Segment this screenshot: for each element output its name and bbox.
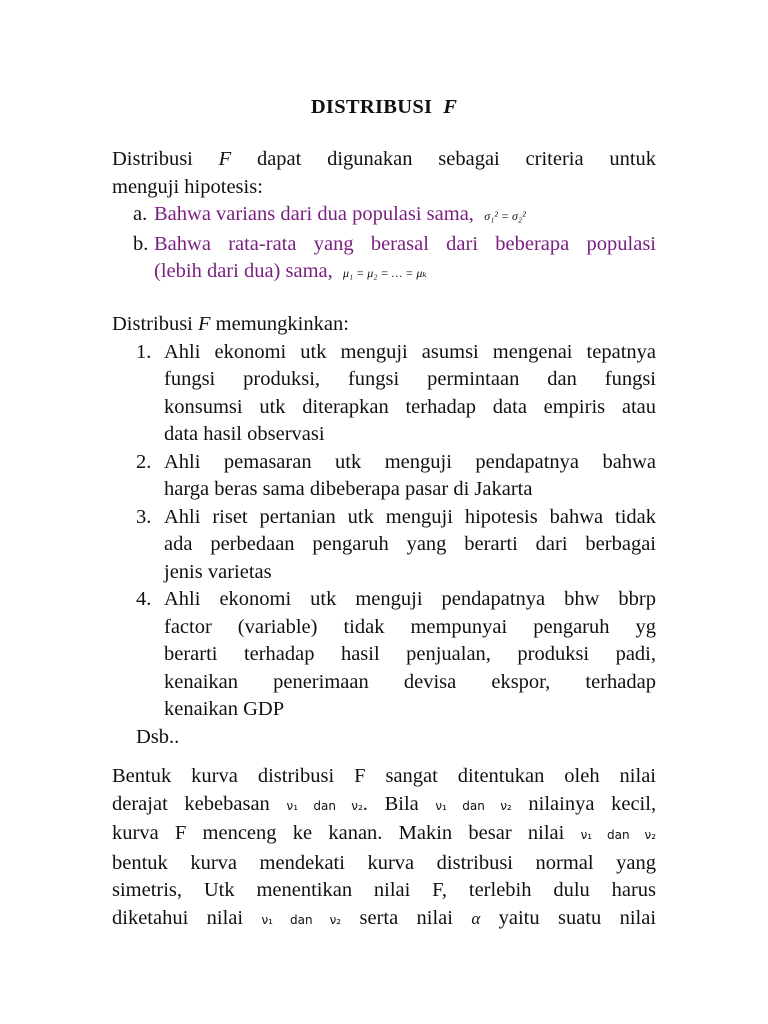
curve-line-4: bentuk kurva mendekati kurva distribusi normal yang: [112, 851, 656, 874]
item-line: jenis varietas: [164, 560, 272, 583]
variance-formula: σ₁² = σ₂²: [484, 209, 526, 223]
item-line: Ahli ekonomi utk menguji asumsi mengenai tepatnya: [164, 340, 656, 363]
criteria-text-b-2: (lebih dari dua) sama,: [154, 260, 333, 282]
section-curve: [112, 763, 656, 934]
criteria-text-b-1: Bahwa rata-rata yang berasal dari beberapa populasi: [154, 232, 656, 255]
item-line: konsumsi utk diterapkan terhadap data empiris atau: [164, 395, 656, 418]
criteria-marker-b: b.: [133, 232, 149, 255]
intro-paragraph: [112, 146, 656, 201]
etc-text: Dsb..: [136, 725, 180, 748]
item-line: kenaikan penerimaan devisa ekspor, terhadap: [164, 670, 656, 693]
mean-formula: μ₁ = μ₂ = … = μₖ: [342, 266, 427, 280]
criteria-item-b: [112, 231, 656, 288]
page-title: [0, 96, 768, 119]
list-number: 4.: [136, 588, 152, 610]
intro-line-1: Distribusi F dapat digunakan sebagai criteria untuk: [112, 148, 657, 170]
list-item: [112, 586, 656, 724]
item-line: Ahli riset pertanian utk menguji hipotesis bahwa tidak: [164, 505, 656, 528]
intro-line-2: menguji hipotesis:: [112, 175, 263, 198]
item-line: harga beras sama dibeberapa pasar di Jakarta: [164, 478, 533, 500]
list-number: 1.: [136, 340, 152, 363]
item-line: data hasil observasi: [164, 423, 325, 445]
curve-line-5: simetris, Utk menentikan nilai F, terlebih dulu harus: [112, 879, 656, 901]
curve-line-1: Bentuk kurva distribusi F sangat ditentukan oleh nilai: [112, 765, 656, 787]
list-number: 3.: [136, 505, 152, 528]
nu-pair: ν₁ dan ν₂: [580, 828, 657, 842]
item-line: berarti terhadap hasil penjualan, produksi padi,: [164, 643, 656, 665]
list-number: 2.: [136, 450, 152, 473]
nu-pair: ν₁ dan ν₂: [261, 912, 342, 927]
curve-line-6: diketahui nilai ν₁ dan ν₂ serta nilai α yaitu suatu nilai: [112, 906, 657, 929]
item-line: fungsi produksi, fungsi permintaan dan fungsi: [164, 368, 656, 390]
title-variable: F: [443, 96, 458, 118]
curve-line-2: derajat kebebasan ν₁ dan ν₂. Bila ν₁ dan ν₂ nilainya kecil,: [112, 792, 657, 815]
item-line: factor (variable) tidak mempunyai pengaruh yg: [164, 615, 656, 638]
section2-heading: Distribusi F memungkinkan:: [112, 313, 349, 335]
nu-pair: ν₁ dan ν₂: [286, 798, 363, 813]
criteria-item-a: [112, 201, 656, 231]
curve-line-3: kurva F menceng ke kanan. Makin besar nilai ν₁ dan ν₂: [112, 822, 657, 844]
alpha-symbol: α: [471, 908, 481, 928]
nu-pair: ν₁ dan ν₂: [435, 798, 512, 813]
title-text: DISTRIBUSI: [310, 96, 433, 118]
item-line: Ahli ekonomi utk menguji pendapatnya bhw bbrp: [164, 588, 656, 610]
criteria-list: [112, 201, 656, 288]
item-line: ada perbedaan pengaruh yang berarti dari berbagai: [164, 533, 656, 555]
criteria-text-a: Bahwa varians dari dua populasi sama,: [154, 203, 474, 225]
item-line: kenaikan GDP: [164, 698, 285, 720]
list-item: [112, 339, 656, 449]
list-item: [112, 449, 656, 504]
item-line: Ahli pemasaran utk menguji pendapatnya bahwa: [164, 450, 656, 473]
list-item: [112, 504, 656, 587]
criteria-marker-a: a.: [133, 203, 148, 225]
section-applications: [112, 311, 656, 751]
